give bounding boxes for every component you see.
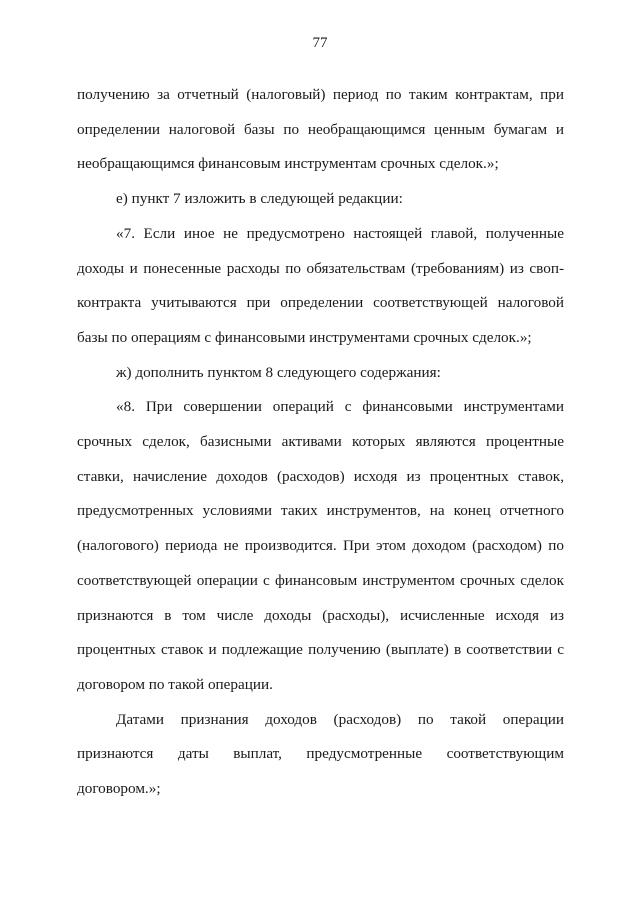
paragraph-item-zh: ж) дополнить пунктом 8 следующего содержания: <box>116 363 441 381</box>
paragraph-continuation: получению за отчетный (налоговый) период по таким контрактам, при определении налоговой базы по необращающимся ценным бумагам и необращающимся финансовым инструментам срочных сделок.»; <box>77 86 564 173</box>
document-body <box>77 78 564 807</box>
paragraph-clause-8-dates: Датами признания доходов (расходов) по такой операции признаются даты выплат, предусмотренные соответствующим договором.»; <box>77 710 564 798</box>
page-number: 77 <box>312 35 328 51</box>
paragraph-item-e: е) пункт 7 изложить в следующей редакции: <box>116 190 403 208</box>
paragraph-clause-7: «7. Если иное не предусмотрено настоящей главой, полученные доходы и понесенные расходы по обязательствам (требованиям) из своп-контракта учитываются при определении соответствующей налоговой базы по операциям с финансовыми инструментами срочных сделок.»; <box>77 224 564 346</box>
paragraph-clause-8: «8. При совершении операций с финансовыми инструментами срочных сделок, базисными активами которых являются процентные ставки, начисление доходов (расходов) исходя из процентных ставок, предусмотренных условиями таких инструментов, на конец отчетного (налогового) периода не производится. При этом доходом (расходом) по соответствующей операции с финансовым инструментом срочных сделок признаются в том числе доходы (расходы), исчисленные исходя из процентных ставок и подлежащие получению (выплате) в соответствии с договором по такой операции. <box>77 398 564 693</box>
